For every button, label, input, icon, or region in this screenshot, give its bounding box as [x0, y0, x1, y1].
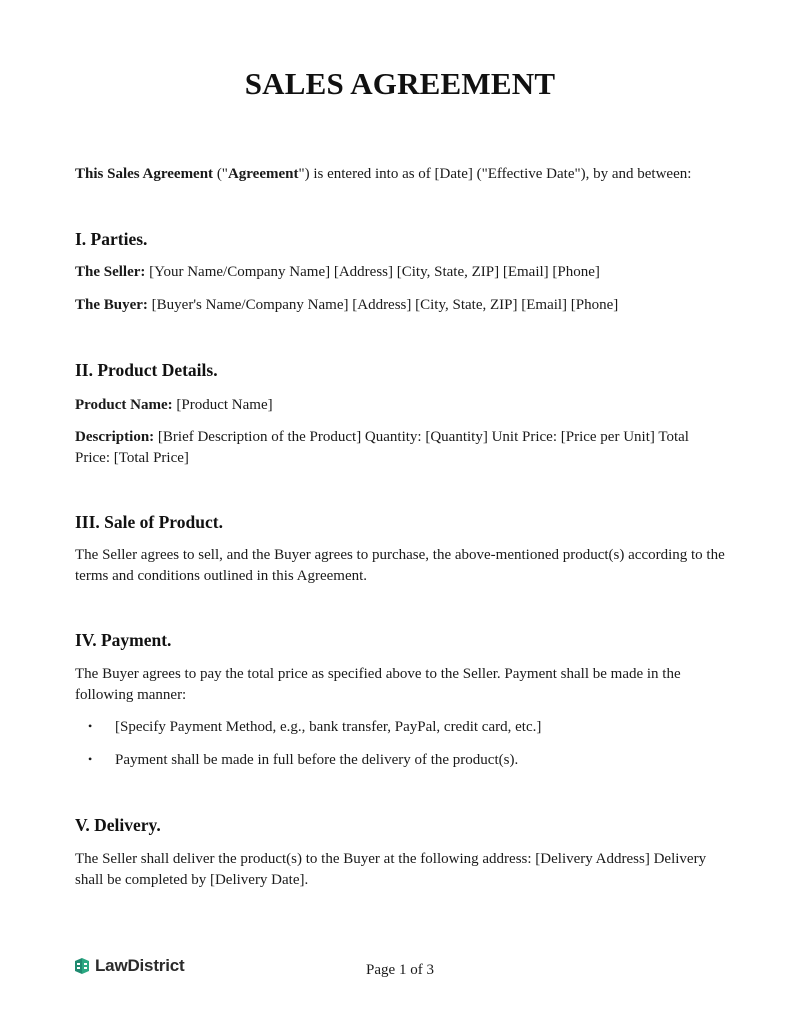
- buyer-value: [Buyer's Name/Company Name] [Address] [City, State, ZIP] [Email] [Phone]: [147, 297, 619, 313]
- description-label: Description:: [75, 429, 155, 445]
- intro-lead: This Sales Agreement: [75, 166, 214, 182]
- document-title: SALES AGREEMENT: [244, 66, 556, 101]
- buyer-line: [75, 295, 725, 316]
- payment-bullet-text: [Specify Payment Method, e.g., bank transfer, PayPal, credit card, etc.]: [115, 719, 542, 735]
- lawdistrict-logo-text: LawDistrict: [95, 956, 185, 975]
- product-name-label: Product Name:: [75, 397, 173, 413]
- payment-bullet-text: Payment shall be made in full before the delivery of the product(s).: [115, 752, 519, 768]
- buyer-label: The Buyer:: [75, 297, 148, 313]
- page-number: Page 1 of 3: [366, 962, 434, 978]
- seller-value: [Your Name/Company Name] [Address] [City, State, ZIP] [Email] [Phone]: [145, 264, 600, 280]
- product-name-line: [75, 395, 725, 416]
- intro-open-paren: (": [213, 166, 228, 182]
- intro-rest: ") is entered into as of [Date] ("Effective Date"), by and between:: [298, 166, 692, 182]
- product-name-value: [Product Name]: [172, 397, 273, 413]
- section-heading-payment: IV. Payment.: [75, 630, 172, 650]
- intro-agreement-term: Agreement: [227, 166, 299, 182]
- seller-line: [75, 262, 725, 283]
- delivery-body: The Seller shall deliver the product(s) to the Buyer at the following address: [Delivery Address] Delivery shall be completed by [Delivery Date].: [75, 851, 707, 888]
- sale-body: The Seller agrees to sell, and the Buyer agrees to purchase, the above-mentioned product(s) according to the terms and conditions outlined in this Agreement.: [75, 547, 725, 584]
- section-heading-product-details: II. Product Details.: [75, 360, 218, 380]
- section-heading-sale: III. Sale of Product.: [75, 512, 223, 532]
- section-heading-parties: I. Parties.: [75, 229, 148, 249]
- bullet-marker: •: [88, 719, 93, 733]
- bullet-marker: •: [88, 752, 93, 766]
- payment-body: The Buyer agrees to pay the total price as specified above to the Seller. Payment shall be made in the following manner:: [75, 666, 681, 703]
- intro-paragraph: [75, 164, 735, 184]
- description-line: [75, 427, 725, 469]
- description-value: [Brief Description of the Product] Quantity: [Quantity] Unit Price: [Price per Unit] Total Price: [Total Price]: [75, 429, 689, 466]
- seller-label: The Seller:: [75, 264, 146, 280]
- section-heading-delivery: V. Delivery.: [75, 815, 161, 835]
